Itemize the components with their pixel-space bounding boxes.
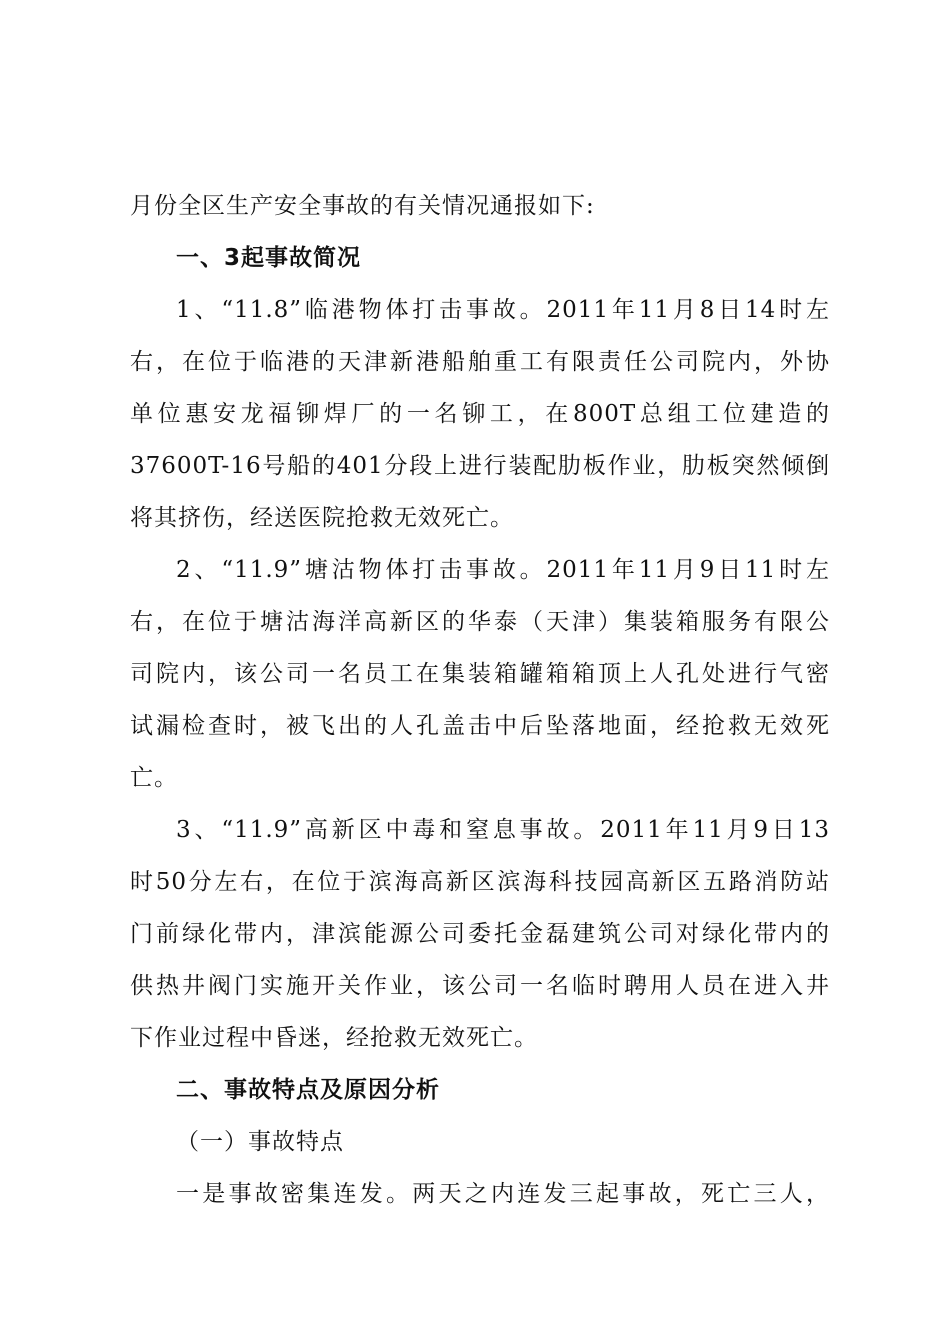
accident2-line: 2、“11.9”塘沽物体打击事故。2011年11月9日11时左 (176, 557, 830, 583)
closing-paragraph (130, 1168, 830, 1220)
accident1-line: 37600T-16号船的401分段上进行装配肋板作业，肋板突然倾倒 (130, 453, 830, 479)
section1-heading (176, 232, 876, 284)
subsection1-heading-text: （一）事故特点 (176, 1129, 344, 1155)
accident1-line: 将其挤伤，经送医院抢救无效死亡。 (130, 505, 514, 531)
accident2-paragraph (130, 544, 830, 804)
accident2-line: 试漏检查时，被飞出的人孔盖击中后坠落地面，经抢救无效死 (130, 713, 830, 739)
accident3-line: 时50分左右，在位于滨海高新区滨海科技园高新区五路消防站 (130, 869, 830, 895)
accident3-line: 门前绿化带内，津滨能源公司委托金磊建筑公司对绿化带内的 (130, 921, 830, 947)
accident3-line: 3、“11.9”高新区中毒和窒息事故。2011年11月9日13 (176, 817, 830, 843)
accident3-paragraph (130, 804, 830, 1064)
accident2-line: 亡。 (130, 765, 178, 791)
accident1-line: 单位惠安龙福铆焊厂的一名铆工，在800T总组工位建造的 (130, 401, 830, 427)
accident1-line: 右，在位于临港的天津新港船舶重工有限责任公司院内，外协 (130, 349, 830, 375)
closing-line: 一是事故密集连发。两天之内连发三起事故，死亡三人， (176, 1181, 830, 1207)
opening-line (130, 180, 830, 232)
accident3-line: 下作业过程中昏迷，经抢救无效死亡。 (130, 1025, 538, 1051)
accident1-paragraph (130, 284, 830, 544)
section1-heading-text: 一、3起事故简况 (176, 245, 362, 271)
section2-heading (176, 1064, 876, 1116)
subsection1-heading (176, 1116, 876, 1168)
section2-heading-text: 二、事故特点及原因分析 (176, 1077, 440, 1103)
opening-line-text: 月份全区生产安全事故的有关情况通报如下: (130, 193, 595, 219)
accident2-line: 司院内，该公司一名员工在集装箱罐箱箱顶上人孔处进行气密 (130, 661, 830, 687)
accident3-line: 供热井阀门实施开关作业，该公司一名临时聘用人员在进入井 (130, 973, 830, 999)
accident1-line: 1、“11.8”临港物体打击事故。2011年11月8日14时左 (176, 297, 830, 323)
accident2-line: 右，在位于塘沽海洋高新区的华泰（天津）集装箱服务有限公 (130, 609, 830, 635)
